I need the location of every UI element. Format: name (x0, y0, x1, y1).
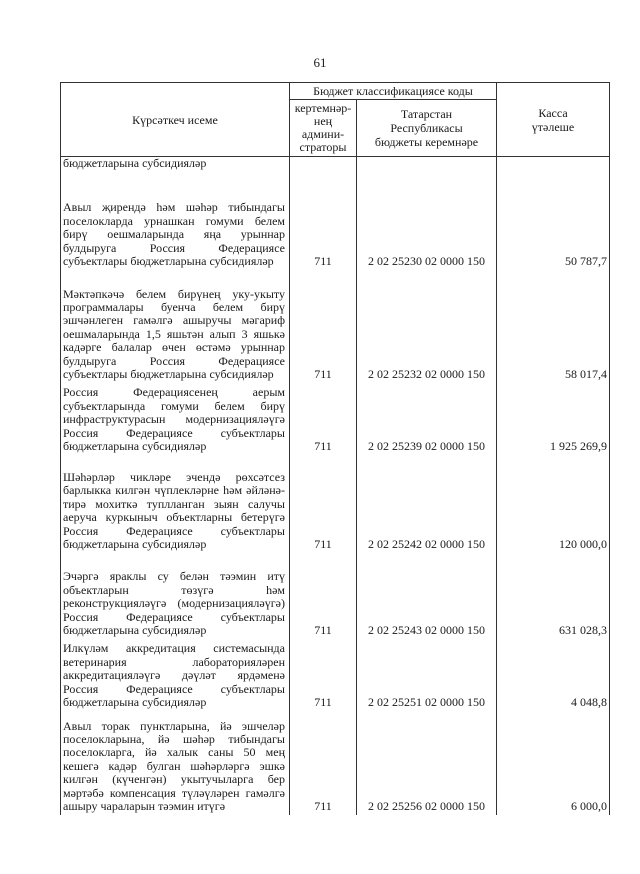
row-admin: 711 (290, 711, 357, 815)
header-admin: кертемнәр- нең админи- страторы (290, 100, 357, 157)
row-admin: 711 (290, 182, 357, 270)
row-amount: 631 028,3 (497, 553, 610, 639)
row-code: 2 02 25230 02 0000 150 (357, 182, 497, 270)
row-amount: 4 048,8 (497, 639, 610, 711)
page-number: 61 (313, 55, 327, 70)
row-admin: 711 (290, 639, 357, 711)
row-name: Авыл җирендә һәм шәһәр тибындагы поселокларда урнашкан гомуми белем бирү оешмаларында яңа урыннар булдыруга Россия Федерациясе субъектлары бюджетларына субсидияләр (61, 182, 290, 270)
row-code: 2 02 25251 02 0000 150 (357, 639, 497, 711)
row-amount: 58 017,4 (497, 270, 610, 383)
table-row (61, 455, 610, 553)
row-name: Россия Федерациясенең аерым субъектларында гомуми белем бирү инфраструктурасын модернизацияләүгә Россия Федерациясе субъектлары бюджетларына субсидияләр (61, 383, 290, 455)
row-amount: 1 925 269,9 (497, 383, 610, 455)
row-name: Эчәргә яраклы су белән тәэмин итү объектларын төзүгә һәм реконструкцияләүгә (модернизацияләүгә) Россия Федерациясе субъектлары бюджетларына субсидияләр (61, 553, 290, 639)
row-name: Шәһәрләр чикләре эчендә рөхсәтсез барлыкка килгән чүплекләрне һәм әйләнә-тирә мохиткә туплланган зыян салучы аеруча куркыныч объектларны бетерүгә Россия Федерациясе субъектлары бюджетларына субсидияләр (61, 455, 290, 553)
row-code: 2 02 25243 02 0000 150 (357, 553, 497, 639)
table-row (61, 639, 610, 711)
row-amount: 120 000,0 (497, 455, 610, 553)
table-row (61, 383, 610, 455)
row-admin: 711 (290, 455, 357, 553)
header-cash-execution: Касса үтәлеше (497, 83, 610, 157)
header-budget-codes: Бюджет классификациясе коды (290, 83, 497, 100)
header-indicator-name: Күрсәткеч исеме (61, 83, 290, 157)
header-revenue: Татарстан Республикасы бюджеты керемнәре (357, 100, 497, 157)
row-admin: 711 (290, 383, 357, 455)
row-name: Авыл торак пунктларына, йә эшчеләр поселокларына, йә шәһәр тибындагы поселокларга, йә халык саны 50 мең кешегә кадәр булган шәһәрләргә эшкә килгән (күченгән) укытучыларга бер мәртәбә компенсация түләүләрен гамәлгә ашыру чараларын тәэмин итүгә (61, 711, 290, 815)
row-admin: 711 (290, 270, 357, 383)
row-amount: 6 000,0 (497, 711, 610, 815)
row-name: бюджетларына субсидияләр (61, 157, 290, 183)
row-code: 2 02 25232 02 0000 150 (357, 270, 497, 383)
row-code: 2 02 25242 02 0000 150 (357, 455, 497, 553)
row-code: 2 02 25239 02 0000 150 (357, 383, 497, 455)
table-row (61, 711, 610, 815)
table-row (61, 182, 610, 270)
table-row (61, 270, 610, 383)
table-row (61, 157, 610, 183)
row-admin: 711 (290, 553, 357, 639)
row-code: 2 02 25256 02 0000 150 (357, 711, 497, 815)
row-amount: 50 787,7 (497, 182, 610, 270)
row-name: Илкүләм аккредитация системасында ветеринария лабораторияләрен аккредитацияләүгә дәүләт ярдәменә Россия Федерациясе субъектлары бюджетларына субсидияләр (61, 639, 290, 711)
budget-table (60, 82, 610, 815)
table-row (61, 553, 610, 639)
row-name: Мәктәпкәчә белем бирүнең уку-укыту программалары буенча белем бирү эшчәнлеген гамәлгә ашыручы мәгариф оешмаларында 1,5 яшьтән алып 3 яшькә кадәрге балалар өчен өстәмә урыннар булдыруга Россия Федерациясе субъектлары бюджетларына субсидияләр (61, 270, 290, 383)
